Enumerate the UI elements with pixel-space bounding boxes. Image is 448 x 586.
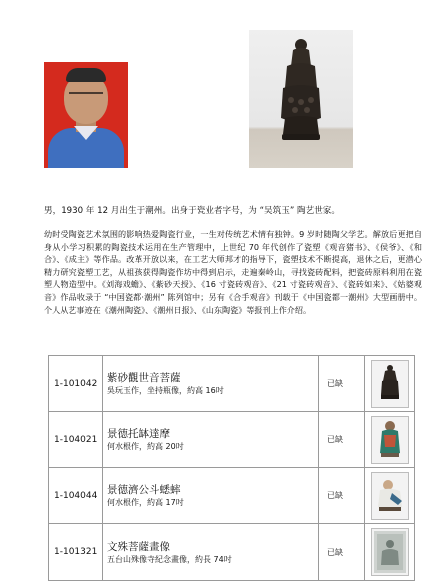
guanyin-statue-photo [249, 30, 353, 168]
work-code: 1-104044 [49, 468, 103, 524]
bio-paragraph: 幼时受陶瓷艺术氛围的影响热爱陶瓷行业，一生对传统艺术情有独钟。9 岁时随陶父学艺。解放后更把自身从小学习积累的陶瓷技术运用在生产管理中，上世纪 70 年代创作了瓷塑《观音猪书》、《侯爷》、《和合》、《成主》等作品。改革开放以来，在工艺大师邦才的指导下，瓷塑技术不断提高，退休之后，更潜心精力研究瓷塑工艺，从祖孩获得陶瓷作坊中得到启示，走遍秦岭山，寻找瓷砖配料，把瓷砖原料利用在瓷塑人物造型中。《刘海戏蟾》、《紫砂天授》、《16 寸瓷砖观音》、《21 寸瓷砖观音》、《瓷砖如来》、《姑婆观音》作品收录于 “中国瓷都·潮州” 陈列馆中；另有《合手观音》刊载于《中国瓷都一潮州》大型画册中。个人从艺事迹在《潮州陶瓷》、《潮州日报》、《山东陶瓷》等报刊上作介绍。 [44, 229, 422, 315]
work-title: 景德托缽達摩 [107, 428, 170, 440]
work-status: 已缺 [319, 524, 365, 581]
work-title: 紫砂觀世音菩薩 [107, 372, 181, 384]
work-status: 已缺 [319, 468, 365, 524]
table-row [49, 356, 415, 412]
bio-intro: 男，1930 年 12 月出生于潮州。出身于瓷业者字号，为 “吴筑玉” 陶艺世家。 [44, 206, 340, 216]
table-row [49, 412, 415, 468]
work-code: 1-101042 [49, 356, 103, 412]
table-row [49, 468, 415, 524]
work-title: 景德濟公斗蟋蟀 [107, 484, 181, 496]
work-status: 已缺 [319, 356, 365, 412]
bodhidharma-thumbnail [371, 416, 409, 464]
manjushri-painting-thumbnail [371, 528, 409, 576]
work-code: 1-101321 [49, 524, 103, 581]
work-description: 五台山殊像寺紀念畫像，約長 74吋 [107, 554, 232, 564]
work-description: 吳玩玉作，坐持瓶像，約高 16吋 [107, 386, 224, 395]
portrait-photo [44, 62, 128, 168]
work-status: 已缺 [319, 412, 365, 468]
table-row [49, 524, 415, 581]
work-description: 何水根作，約高 20吋 [107, 442, 184, 451]
work-description: 何水根作，約高 17吋 [107, 498, 184, 507]
work-code: 1-104021 [49, 412, 103, 468]
works-table [48, 355, 415, 581]
work-title: 文殊菩薩畫像 [107, 540, 170, 553]
black-guanyin-thumbnail [371, 360, 409, 408]
jigong-thumbnail [371, 472, 409, 520]
